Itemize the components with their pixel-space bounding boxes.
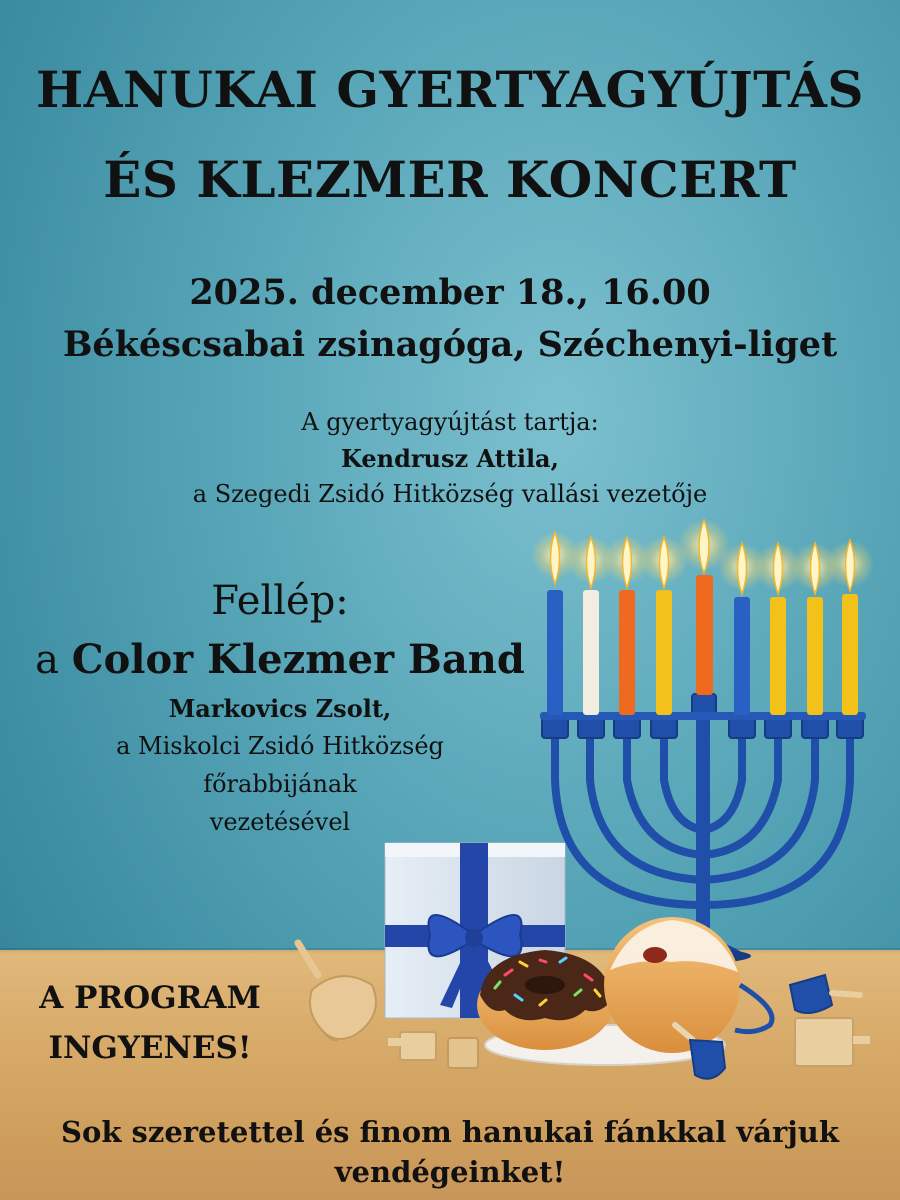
menorah-icon — [540, 694, 866, 963]
title-line-1: HANUKAI GYERTYAGYÚJTÁS — [35, 60, 865, 119]
free-program-line-1: A PROGRAM — [39, 980, 261, 1016]
closing-line-1: Sok szeretettel és finom hanukai fánkkal várjuk — [61, 1115, 839, 1149]
donut-icon — [477, 950, 613, 1050]
performer-intro: Fellép: — [211, 578, 349, 624]
candles — [531, 519, 874, 715]
sufganiyah-icon — [604, 917, 740, 1053]
candle-lighting-intro: A gyertyagyújtást tartja: — [301, 408, 599, 436]
candle-lighting-person: Kendrusz Attila, — [341, 444, 559, 473]
leader-role-2: főrabbijának — [203, 770, 357, 798]
closing-line-2: vendégeinket! — [334, 1155, 566, 1189]
candle-lighting-role: a Szegedi Zsidó Hitközség vallási vezetője — [192, 480, 708, 508]
title-line-2: ÉS KLEZMER KONCERT — [103, 150, 797, 209]
leader-role-3: vezetésével — [209, 808, 351, 836]
event-venue: Békéscsabai zsinagóga, Széchenyi-liget — [62, 324, 838, 365]
performer-line — [20, 636, 540, 683]
performer-name: Color Klezmer Band — [71, 636, 525, 683]
event-date-time: 2025. december 18., 16.00 — [189, 272, 711, 313]
free-program-line-2: INGYENES! — [48, 1030, 252, 1066]
wooden-dreidel-icon — [298, 943, 376, 1040]
performer-prefix: a — [35, 637, 72, 683]
leader-role-1: a Miskolci Zsidó Hitközség — [116, 732, 444, 760]
leader-name: Markovics Zsolt, — [168, 694, 392, 723]
